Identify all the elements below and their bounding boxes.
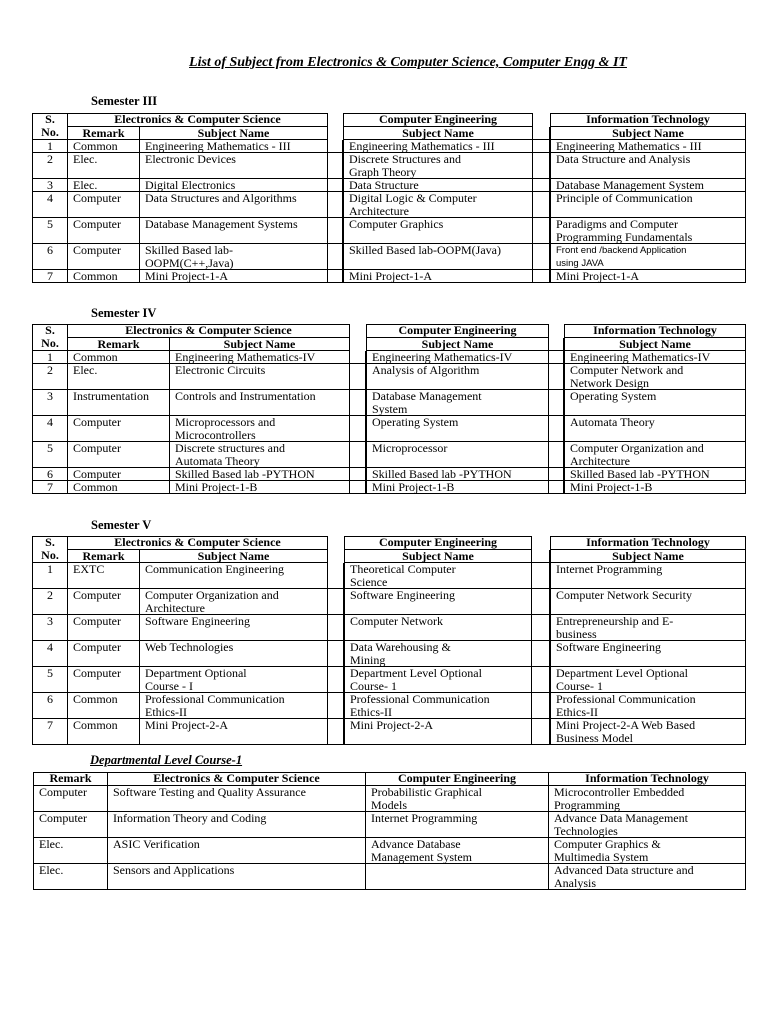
separator-cell	[533, 270, 550, 283]
it-subject-cell: Principle of Communication	[550, 192, 746, 218]
ecs-subject-cell: Electronic Devices	[140, 153, 328, 179]
remark-header: Remark	[68, 550, 140, 563]
ce-subject-cell: Mini Project-1-A	[343, 270, 533, 283]
ecs-subject-cell: Software Engineering	[140, 615, 328, 641]
it-subject-cell: Data Structure and Analysis	[550, 153, 746, 179]
it-subject-cell: Department Level Optional Course- 1	[550, 667, 746, 693]
row-number: 6	[32, 693, 68, 719]
remark-cell: Common	[68, 270, 140, 283]
remark-cell: Computer	[33, 812, 108, 838]
ce-subject-cell: Mini Project-2-A	[344, 719, 532, 745]
separator-cell	[350, 416, 366, 442]
separator-cell	[328, 693, 344, 719]
row-number: 4	[32, 192, 68, 218]
ce-subject-cell: Data Structure	[343, 179, 533, 192]
ce-header: Computer Engineering	[366, 324, 549, 338]
subject-name-header: Subject Name	[343, 127, 533, 140]
it-subject-cell: Software Engineering	[550, 641, 746, 667]
it-subject-cell: Engineering Mathematics-IV	[564, 351, 746, 364]
ecs-subject-cell: Software Testing and Quality Assurance	[108, 786, 366, 812]
dlc-heading: Departmental Level Course-1	[90, 753, 243, 767]
remark-header: Remark	[68, 338, 170, 351]
separator-cell	[549, 338, 564, 351]
sno-header: S. No.	[32, 536, 68, 563]
ce-subject-cell: Theoretical Computer Science	[344, 563, 532, 589]
row-number: 5	[32, 442, 68, 468]
separator-cell	[533, 140, 550, 153]
remark-cell: Computer	[68, 218, 140, 244]
semester-heading: Semester V	[91, 518, 152, 532]
it-subject-cell: Advanced Data structure and Analysis	[549, 864, 746, 890]
it-subject-cell: Operating System	[564, 390, 746, 416]
ce-subject-cell: Advance Database Management System	[366, 838, 549, 864]
ecs-subject-cell: Mini Project-1-B	[170, 481, 350, 494]
subject-name-header: Subject Name	[366, 338, 549, 351]
ecs-subject-cell: Electronic Circuits	[170, 364, 350, 390]
separator-cell	[533, 218, 550, 244]
separator-cell	[328, 719, 344, 745]
ecs-subject-cell: Department Optional Course - I	[140, 667, 328, 693]
ce-subject-cell: Mini Project-1-B	[366, 481, 549, 494]
remark-cell: Elec.	[68, 364, 170, 390]
remark-cell: Common	[68, 693, 140, 719]
ecs-subject-cell: Database Management Systems	[140, 218, 328, 244]
row-number: 3	[32, 179, 68, 192]
ce-subject-cell: Professional Communication Ethics-II	[344, 693, 532, 719]
subject-name-header: Subject Name	[344, 550, 532, 563]
document-title: List of Subject from Electronics & Computer Science, Computer Engg & IT	[189, 55, 627, 70]
ce-header: Computer Engineering	[366, 772, 549, 786]
ce-subject-cell: Engineering Mathematics - III	[343, 140, 533, 153]
row-number: 6	[32, 244, 68, 270]
semester-heading: Semester IV	[91, 306, 157, 320]
ecs-subject-cell: Data Structures and Algorithms	[140, 192, 328, 218]
it-subject-cell: Mini Project-1-B	[564, 481, 746, 494]
separator-cell	[532, 641, 550, 667]
ecs-header: Electronics & Computer Science	[108, 772, 366, 786]
separator-cell	[328, 218, 343, 244]
ce-subject-cell: Operating System	[366, 416, 549, 442]
ecs-subject-cell: Controls and Instrumentation	[170, 390, 350, 416]
remark-cell: Computer	[68, 641, 140, 667]
ecs-subject-cell: ASIC Verification	[108, 838, 366, 864]
separator-cell	[328, 641, 344, 667]
separator-cell	[328, 140, 343, 153]
row-number: 6	[32, 468, 68, 481]
ecs-subject-cell: Mini Project-2-A	[140, 719, 328, 745]
ecs-subject-cell: Skilled Based lab -PYTHON	[170, 468, 350, 481]
row-number: 1	[32, 563, 68, 589]
row-number: 2	[32, 364, 68, 390]
ce-subject-cell: Probabilistic Graphical Models	[366, 786, 549, 812]
it-subject-cell: Database Management System	[550, 179, 746, 192]
it-subject-cell: Engineering Mathematics - III	[550, 140, 746, 153]
subject-name-header: Subject Name	[140, 550, 328, 563]
subject-name-header: Subject Name	[550, 550, 746, 563]
row-number: 3	[32, 615, 68, 641]
separator-cell	[350, 442, 366, 468]
it-subject-cell: Mini Project-1-A	[550, 270, 746, 283]
ecs-subject-cell: Discrete structures and Automata Theory	[170, 442, 350, 468]
remark-cell: Computer	[68, 192, 140, 218]
subject-name-header: Subject Name	[564, 338, 746, 351]
separator-cell	[549, 390, 564, 416]
it-subject-cell: Advance Data Management Technologies	[549, 812, 746, 838]
row-number: 4	[32, 416, 68, 442]
remark-cell: Common	[68, 481, 170, 494]
separator-cell	[350, 351, 366, 364]
it-subject-cell: Professional Communication Ethics-II	[550, 693, 746, 719]
remark-cell: Common	[68, 351, 170, 364]
separator-cell	[328, 589, 344, 615]
separator-cell	[532, 719, 550, 745]
remark-header: Remark	[68, 127, 140, 140]
separator-cell	[532, 667, 550, 693]
row-number: 7	[32, 719, 68, 745]
it-header: Information Technology	[550, 536, 746, 550]
remark-cell: Computer	[68, 667, 140, 693]
remark-cell: Computer	[33, 786, 108, 812]
semester-heading: Semester III	[91, 94, 158, 108]
ce-subject-cell: Analysis of Algorithm	[366, 364, 549, 390]
ce-subject-cell: Computer Graphics	[343, 218, 533, 244]
ce-subject-cell: Discrete Structures and Graph Theory	[343, 153, 533, 179]
row-number: 3	[32, 390, 68, 416]
remark-cell: Computer	[68, 416, 170, 442]
it-subject-cell: Computer Organization and Architecture	[564, 442, 746, 468]
ce-subject-cell	[366, 864, 549, 890]
separator-cell	[328, 153, 343, 179]
separator-cell	[549, 468, 564, 481]
remark-cell: Computer	[68, 244, 140, 270]
ecs-header: Electronics & Computer Science	[68, 113, 328, 127]
separator-cell	[533, 127, 550, 140]
remark-cell: Instrumentation	[68, 390, 170, 416]
remark-header: Remark	[33, 772, 108, 786]
ecs-subject-cell: Professional Communication Ethics-II	[140, 693, 328, 719]
row-number: 5	[32, 667, 68, 693]
row-number: 2	[32, 153, 68, 179]
ce-subject-cell: Computer Network	[344, 615, 532, 641]
separator-cell	[549, 416, 564, 442]
remark-cell: Common	[68, 140, 140, 153]
separator-cell	[350, 364, 366, 390]
ecs-subject-cell: Engineering Mathematics - III	[140, 140, 328, 153]
separator-cell	[328, 563, 344, 589]
remark-cell: Computer	[68, 442, 170, 468]
separator-cell	[533, 192, 550, 218]
row-number: 2	[32, 589, 68, 615]
separator-cell	[350, 390, 366, 416]
separator-cell	[328, 244, 343, 270]
ce-subject-cell: Internet Programming	[366, 812, 549, 838]
it-header: Information Technology	[564, 324, 746, 338]
separator-cell	[328, 615, 344, 641]
ecs-subject-cell: Mini Project-1-A	[140, 270, 328, 283]
separator-cell	[532, 615, 550, 641]
separator-cell	[533, 244, 550, 270]
separator-cell	[328, 667, 344, 693]
it-subject-cell: Front end /backend Application using JAVA	[550, 244, 746, 270]
row-number: 5	[32, 218, 68, 244]
it-subject-cell: Internet Programming	[550, 563, 746, 589]
ecs-subject-cell: Computer Organization and Architecture	[140, 589, 328, 615]
row-number: 4	[32, 641, 68, 667]
ce-subject-cell: Engineering Mathematics-IV	[366, 351, 549, 364]
sno-header: S. No.	[32, 324, 68, 351]
separator-cell	[549, 481, 564, 494]
separator-cell	[549, 364, 564, 390]
remark-cell: Elec.	[68, 153, 140, 179]
it-subject-cell: Computer Network and Network Design	[564, 364, 746, 390]
separator-cell	[532, 693, 550, 719]
ce-subject-cell: Skilled Based lab-OOPM(Java)	[343, 244, 533, 270]
separator-cell	[533, 153, 550, 179]
separator-cell	[549, 442, 564, 468]
remark-cell: Elec.	[68, 179, 140, 192]
separator-cell	[328, 270, 343, 283]
remark-cell: Elec.	[33, 864, 108, 890]
ce-subject-cell: Digital Logic & Computer Architecture	[343, 192, 533, 218]
remark-cell: Computer	[68, 615, 140, 641]
row-number: 1	[32, 140, 68, 153]
ecs-subject-cell: Microprocessors and Microcontrollers	[170, 416, 350, 442]
separator-cell	[532, 589, 550, 615]
separator-cell	[350, 468, 366, 481]
ce-subject-cell: Data Warehousing & Mining	[344, 641, 532, 667]
ce-header: Computer Engineering	[344, 536, 532, 550]
row-number: 1	[32, 351, 68, 364]
ecs-subject-cell: Sensors and Applications	[108, 864, 366, 890]
sno-header: S. No.	[32, 113, 68, 140]
subject-name-header: Subject Name	[140, 127, 328, 140]
remark-cell: Computer	[68, 468, 170, 481]
row-number: 7	[32, 481, 68, 494]
it-subject-cell: Computer Network Security	[550, 589, 746, 615]
remark-cell: Elec.	[33, 838, 108, 864]
separator-cell	[532, 563, 550, 589]
subject-name-header: Subject Name	[170, 338, 350, 351]
subject-name-header: Subject Name	[550, 127, 746, 140]
separator-cell	[532, 550, 550, 563]
ecs-subject-cell: Engineering Mathematics-IV	[170, 351, 350, 364]
row-number: 7	[32, 270, 68, 283]
ecs-subject-cell: Web Technologies	[140, 641, 328, 667]
ecs-subject-cell: Skilled Based lab- OOPM(C++,Java)	[140, 244, 328, 270]
ecs-header: Electronics & Computer Science	[68, 536, 328, 550]
ce-subject-cell: Database Management System	[366, 390, 549, 416]
it-subject-cell: Mini Project-2-A Web Based Business Model	[550, 719, 746, 745]
ce-subject-cell: Skilled Based lab -PYTHON	[366, 468, 549, 481]
separator-cell	[549, 351, 564, 364]
it-subject-cell: Skilled Based lab -PYTHON	[564, 468, 746, 481]
ecs-subject-cell: Information Theory and Coding	[108, 812, 366, 838]
it-header: Information Technology	[549, 772, 746, 786]
it-header: Information Technology	[550, 113, 746, 127]
ecs-subject-cell: Communication Engineering	[140, 563, 328, 589]
remark-cell: Common	[68, 719, 140, 745]
it-subject-cell: Entrepreneurship and E- business	[550, 615, 746, 641]
ce-subject-cell: Department Level Optional Course- 1	[344, 667, 532, 693]
it-subject-cell: Automata Theory	[564, 416, 746, 442]
ce-subject-cell: Microprocessor	[366, 442, 549, 468]
ce-subject-cell: Software Engineering	[344, 589, 532, 615]
remark-cell: EXTC	[68, 563, 140, 589]
separator-cell	[328, 192, 343, 218]
ecs-header: Electronics & Computer Science	[68, 324, 350, 338]
it-subject-cell: Microcontroller Embedded Programming	[549, 786, 746, 812]
separator-cell	[350, 481, 366, 494]
separator-cell	[533, 179, 550, 192]
it-subject-cell: Paradigms and Computer Programming Fundamentals	[550, 218, 746, 244]
ce-header: Computer Engineering	[343, 113, 533, 127]
ecs-subject-cell: Digital Electronics	[140, 179, 328, 192]
it-subject-cell: Computer Graphics & Multimedia System	[549, 838, 746, 864]
remark-cell: Computer	[68, 589, 140, 615]
separator-cell	[328, 179, 343, 192]
